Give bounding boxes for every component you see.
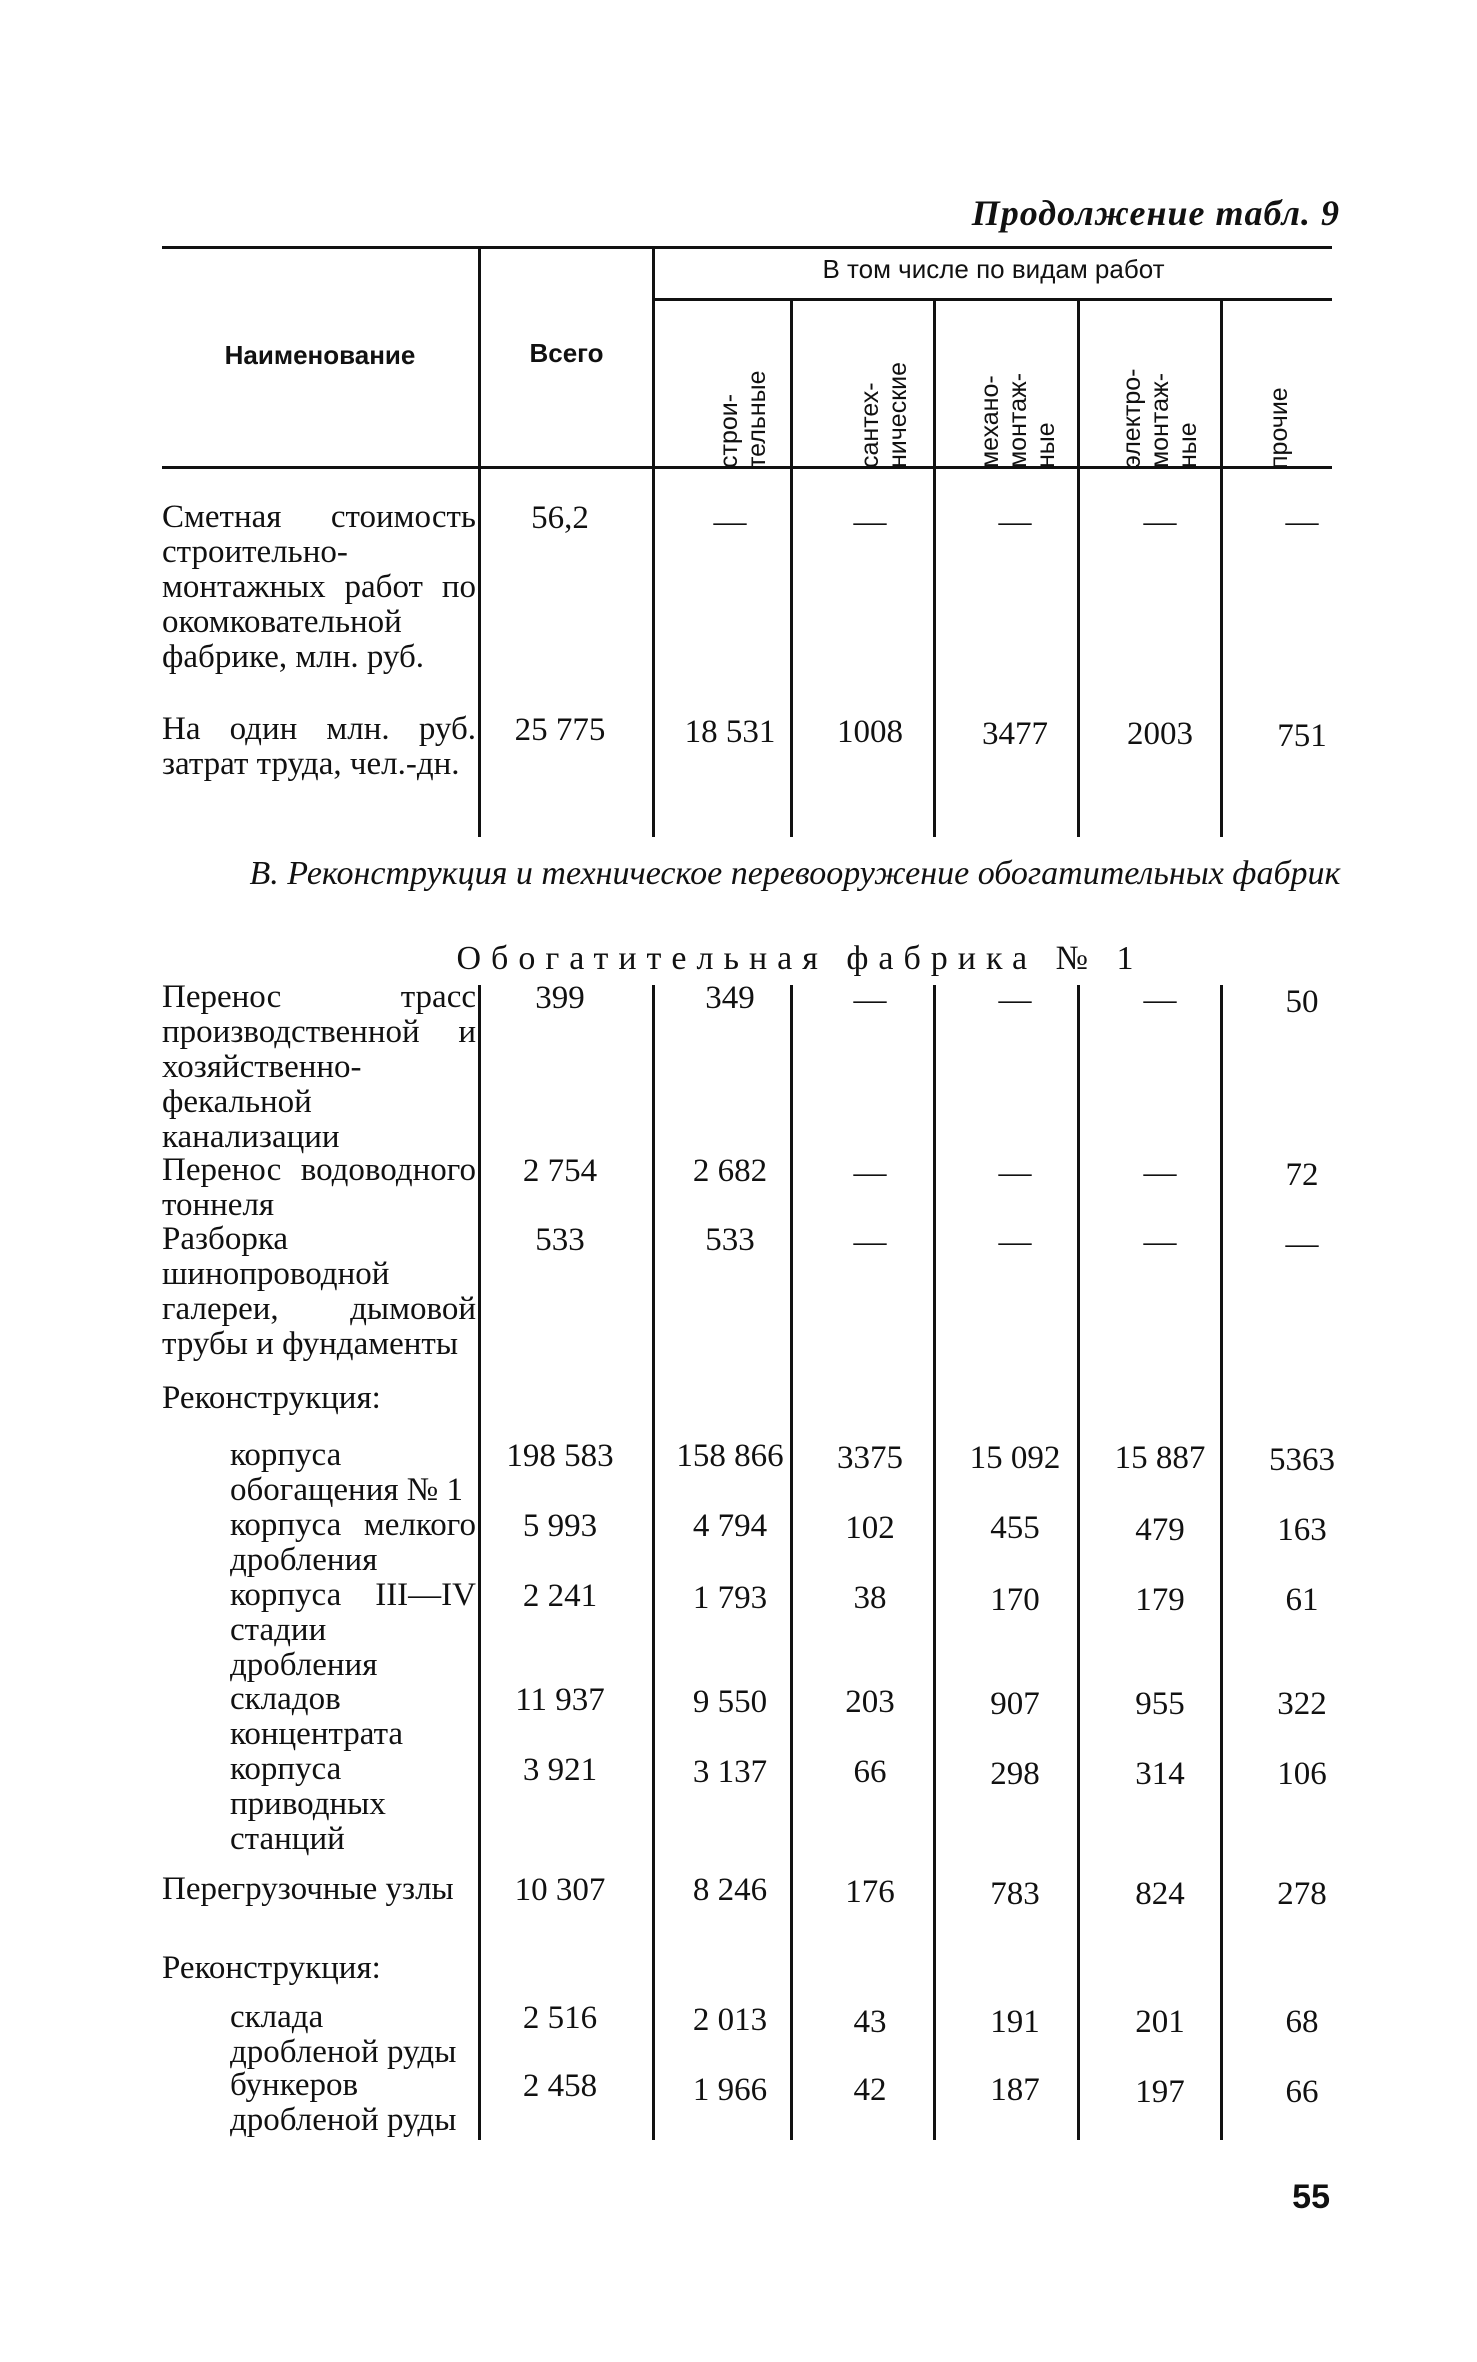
header-col-construction: строи- тельные [715,370,771,468]
reconstruction-label: Реконструкция: [162,1380,381,1416]
cell-electrical: 824 [1135,1876,1185,1912]
cell-construction: 349 [705,980,755,1016]
cell-plumbing: — [853,982,887,1018]
cell-plumbing: 102 [845,1510,895,1546]
header-divider [933,301,936,466]
cell-electrical: — [1143,982,1177,1018]
cell-other: 5363 [1269,1442,1335,1478]
table-caption: Продолжение табл. 9 [971,193,1340,233]
cell-plumbing: 1008 [837,714,903,750]
cell-mechanical: 15 092 [969,1440,1061,1476]
header-col-other: прочие [1265,387,1293,469]
cell-plumbing: 66 [853,1754,887,1790]
row-name: корпуса приводных станций [230,1751,386,1857]
plant-title: Обогатительная фабрика № 1 [456,940,1144,977]
cell-construction: 9 550 [692,1684,768,1720]
cell-other: — [1285,504,1319,540]
cell-total: 2 241 [522,1578,598,1614]
row-name: Перегрузочные узлы [162,1871,454,1907]
header-divider [1220,301,1223,466]
cell-total: 10 307 [514,1872,606,1908]
cell-other: 106 [1277,1756,1327,1792]
page-number: 55 [1292,2178,1330,2216]
cell-mechanical: 907 [990,1686,1040,1722]
row-name: корпуса мелкого дробления [230,1507,476,1578]
cell-other: 163 [1277,1512,1327,1548]
cell-construction: 1 966 [692,2072,768,2108]
cell-construction: 18 531 [684,714,776,750]
cell-mechanical: — [998,982,1032,1018]
cell-mechanical: 170 [990,1582,1040,1618]
header-col-electrical: электро- монтаж- ные [1118,368,1202,468]
cell-electrical: — [1143,504,1177,540]
cell-total: 56,2 [531,500,589,536]
row-name: склада дробленой руды [230,1999,457,2070]
header-col-plumbing: сантех- нические [856,361,912,468]
cell-total: 3 921 [522,1752,598,1788]
row-name: На один млн. руб. затрат труда, чел.-дн. [162,711,476,782]
header-divider [790,301,793,466]
header-divider [1077,301,1080,466]
cell-other: 72 [1285,1157,1319,1193]
cell-other: 50 [1285,984,1319,1020]
cell-mechanical: 783 [990,1876,1040,1912]
cell-construction: — [713,504,747,540]
cell-construction: 8 246 [692,1872,768,1908]
cell-plumbing: — [853,1224,887,1260]
cell-electrical: — [1143,1224,1177,1260]
cell-mechanical: 298 [990,1756,1040,1792]
cell-other: 61 [1285,1582,1319,1618]
cell-electrical: 479 [1135,1512,1185,1548]
cell-other: 751 [1277,718,1327,754]
cell-total: 2 754 [522,1153,598,1189]
header-group: В том числе по видам работ [822,254,1165,284]
cell-total: 399 [535,980,585,1016]
cell-plumbing: 42 [853,2072,887,2108]
cell-plumbing: 38 [853,1580,887,1616]
cell-construction: 3 137 [692,1754,768,1790]
cell-construction: 2 682 [692,1153,768,1189]
row-name: бункеров дробленой руды [230,2067,457,2138]
cell-mechanical: 191 [990,2004,1040,2040]
cell-mechanical: 455 [990,1510,1040,1546]
cell-plumbing: — [853,504,887,540]
cell-other: 278 [1277,1876,1327,1912]
header-name: Наименование [224,340,416,370]
body-divider [478,469,481,837]
row-name: Сметная стоимость строительно-монтажных работ по окомковательной фабрике, млн. руб. [162,499,476,675]
row-name: складов концентрата [230,1681,404,1752]
cell-electrical: 314 [1135,1756,1185,1792]
cell-construction: 533 [705,1222,755,1258]
cell-total: 2 516 [522,2000,598,2036]
reconstruction-label: Реконструкция: [162,1950,381,1986]
cell-mechanical: — [998,1155,1032,1191]
cell-total: 5 993 [522,1508,598,1544]
cell-plumbing: 176 [845,1874,895,1910]
cell-plumbing: — [853,1155,887,1191]
cell-construction: 1 793 [692,1580,768,1616]
cell-electrical: 2003 [1127,716,1193,752]
body-divider [478,985,481,2140]
header-total: Всего [529,338,604,368]
group-header-rule [655,298,1332,301]
cell-other: 66 [1285,2074,1319,2110]
body-divider [652,985,655,2140]
cell-plumbing: 3375 [837,1440,903,1476]
cell-total: 198 583 [506,1438,614,1474]
cell-total: 11 937 [515,1682,605,1718]
cell-other: 322 [1277,1686,1327,1722]
row-name: корпуса обогащения № 1 [230,1437,464,1508]
section-title: В. Реконструкция и техническое перевооружение обогатительных фабрик [249,855,1341,892]
cell-construction: 158 866 [676,1438,784,1474]
cell-total: 533 [535,1222,585,1258]
cell-plumbing: 203 [845,1684,895,1720]
cell-mechanical: 187 [990,2072,1040,2108]
cell-construction: 2 013 [692,2002,768,2038]
cell-total: 25 775 [514,712,606,748]
row-name: Перенос трасс производственной и хозяйственно-фекальной канализации [162,979,476,1155]
cell-plumbing: 43 [853,2004,887,2040]
cell-total: 2 458 [522,2068,598,2104]
cell-mechanical: — [998,1224,1032,1260]
cell-mechanical: — [998,504,1032,540]
cell-electrical: 197 [1135,2074,1185,2110]
cell-electrical: 201 [1135,2004,1185,2040]
body-divider [652,469,655,837]
row-name: корпуса III—IV стадии дробления [230,1577,476,1683]
header-col-mechanical: механо- монтаж- ные [976,372,1060,468]
cell-electrical: — [1143,1155,1177,1191]
row-name: Разборка шинопроводной галереи, дымовой трубы и фундаменты [162,1221,476,1362]
cell-mechanical: 3477 [982,716,1048,752]
cell-electrical: 955 [1135,1686,1185,1722]
cell-construction: 4 794 [692,1508,768,1544]
table-top-rule [162,246,1332,249]
row-name: Перенос водоводного тоннеля [162,1152,476,1223]
cell-electrical: 15 887 [1114,1440,1206,1476]
cell-electrical: 179 [1135,1582,1185,1618]
cell-other: 68 [1285,2004,1319,2040]
cell-other: — [1285,1226,1319,1262]
